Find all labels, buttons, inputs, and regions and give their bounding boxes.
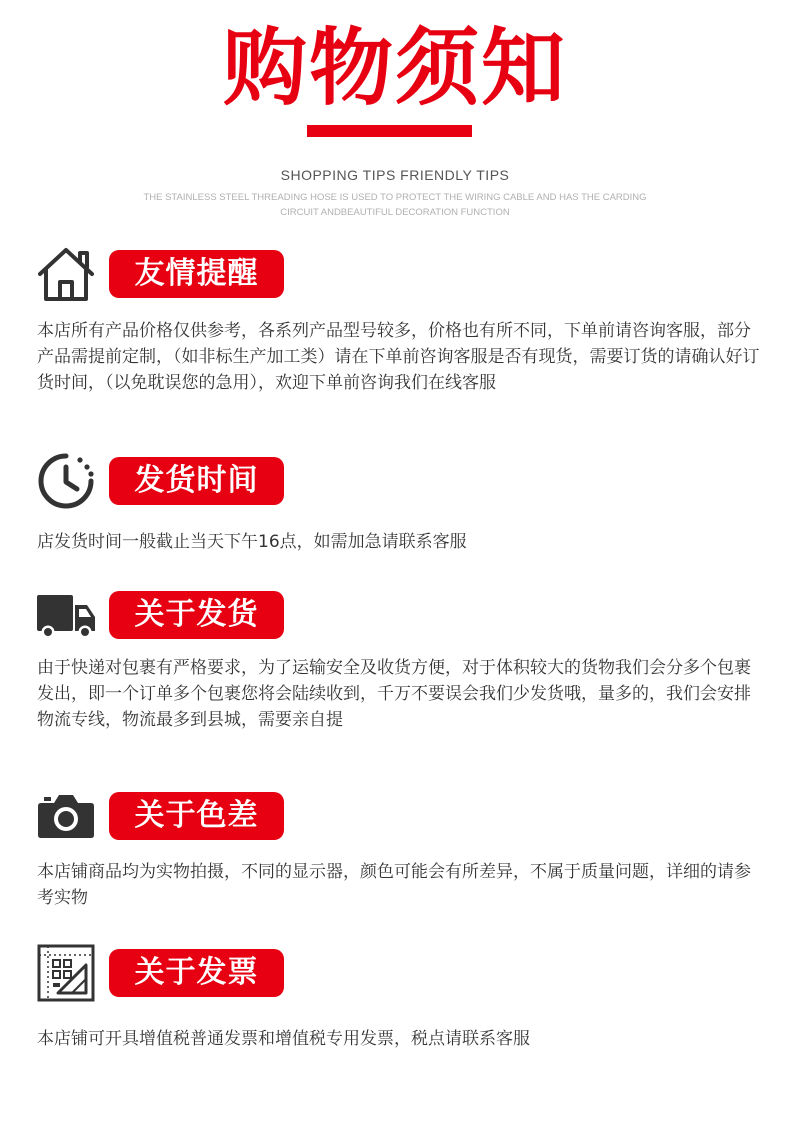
- section-badge: 关于发货: [109, 591, 284, 639]
- section-text: 本店所有产品价格仅供参考，各系列产品型号较多，价格也有所不同，下单前请咨询客服，部分产品需提前定制，（如非标生产加工类）请在下单前咨询客服是否有现货，需要订货的请确认好订货时间，（以免耽误您的急用），欢迎下单前咨询我们在线客服: [37, 321, 760, 393]
- description-line-2: CIRCUIT ANDBEAUTIFUL DECORATION FUNCTION: [280, 207, 510, 218]
- section-badge: 关于色差: [109, 792, 284, 840]
- section-text: 本店铺可开具增值税普通发票和增值税专用发票，税点请联系客服: [37, 1029, 530, 1049]
- invoice-icon: [36, 943, 96, 1003]
- clock-icon: [36, 451, 96, 511]
- title-underline: [307, 125, 472, 137]
- section-text: 店发货时间一般截止当天下午16点，如需加急请联系客服: [37, 532, 467, 552]
- description-line-1: THE STAINLESS STEEL THREADING HOSE IS USED TO PROTECT THE WIRING CABLE AND HAS THE CARDING: [143, 192, 647, 203]
- section-text: 本店铺商品均为实物拍摄，不同的显示器，颜色可能会有所差异，不属于质量问题，详细的请参考实物: [37, 862, 751, 908]
- page-description: [0, 190, 790, 220]
- section-badge: 关于发票: [109, 949, 284, 997]
- section-badge: 友情提醒: [109, 250, 284, 298]
- truck-icon: [36, 585, 96, 645]
- page-title: 购物须知: [222, 19, 567, 117]
- page-subtitle: SHOPPING TIPS FRIENDLY TIPS: [280, 167, 510, 183]
- camera-icon: [36, 786, 96, 846]
- house-icon: [36, 244, 96, 304]
- section-text: 由于快递对包裹有严格要求，为了运输安全及收货方便，对于体积较大的货物我们会分多个包裹发出，即一个订单多个包裹您将会陆续收到，千万不要误会我们少发货哦，量多的，我们会安排物流专线，物流最多到县城，需要亲自提: [37, 658, 751, 730]
- section-badge: 发货时间: [109, 457, 284, 505]
